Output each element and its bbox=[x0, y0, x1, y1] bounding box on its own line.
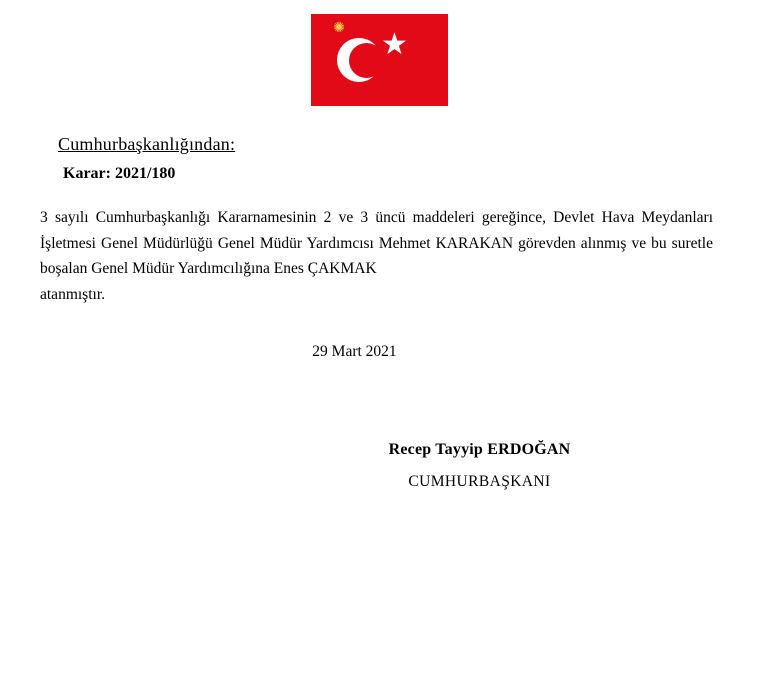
signatory-name: Recep Tayyip ERDOĞAN bbox=[388, 441, 571, 459]
sun-emblem-icon: ✺ bbox=[333, 20, 345, 36]
signature-block bbox=[22, 441, 737, 491]
body-paragraph bbox=[22, 205, 737, 307]
decision-number: Karar: 2021/180 bbox=[63, 165, 176, 182]
turkish-flag bbox=[311, 14, 448, 106]
document-content bbox=[0, 134, 759, 491]
flag-container bbox=[0, 0, 759, 106]
star-glyph: ★ bbox=[381, 27, 408, 62]
crescent-inner-shape bbox=[349, 43, 384, 78]
signatory-title: CUMHURBAŞKANI bbox=[408, 473, 551, 491]
body-text: 3 sayılı Cumhurbaşkanlığı Kararnamesinin 2 ve 3 üncü maddeleri gereğince, Devlet Hava Meydanları İşletmesi Genel Müdürlüğü Genel Müdür Yardımcısı Mehmet KARAKAN görevden alınmış ve bu suretle boşalan Genel Müdür Yardımcılığına Enes ÇAKMAK bbox=[40, 209, 713, 278]
document-date: 29 Mart 2021 bbox=[312, 343, 397, 361]
heading-row bbox=[22, 134, 737, 155]
body-text-last-line: atanmıştır. bbox=[40, 285, 106, 303]
page-title: Cumhurbaşkanlığından: bbox=[58, 134, 236, 154]
